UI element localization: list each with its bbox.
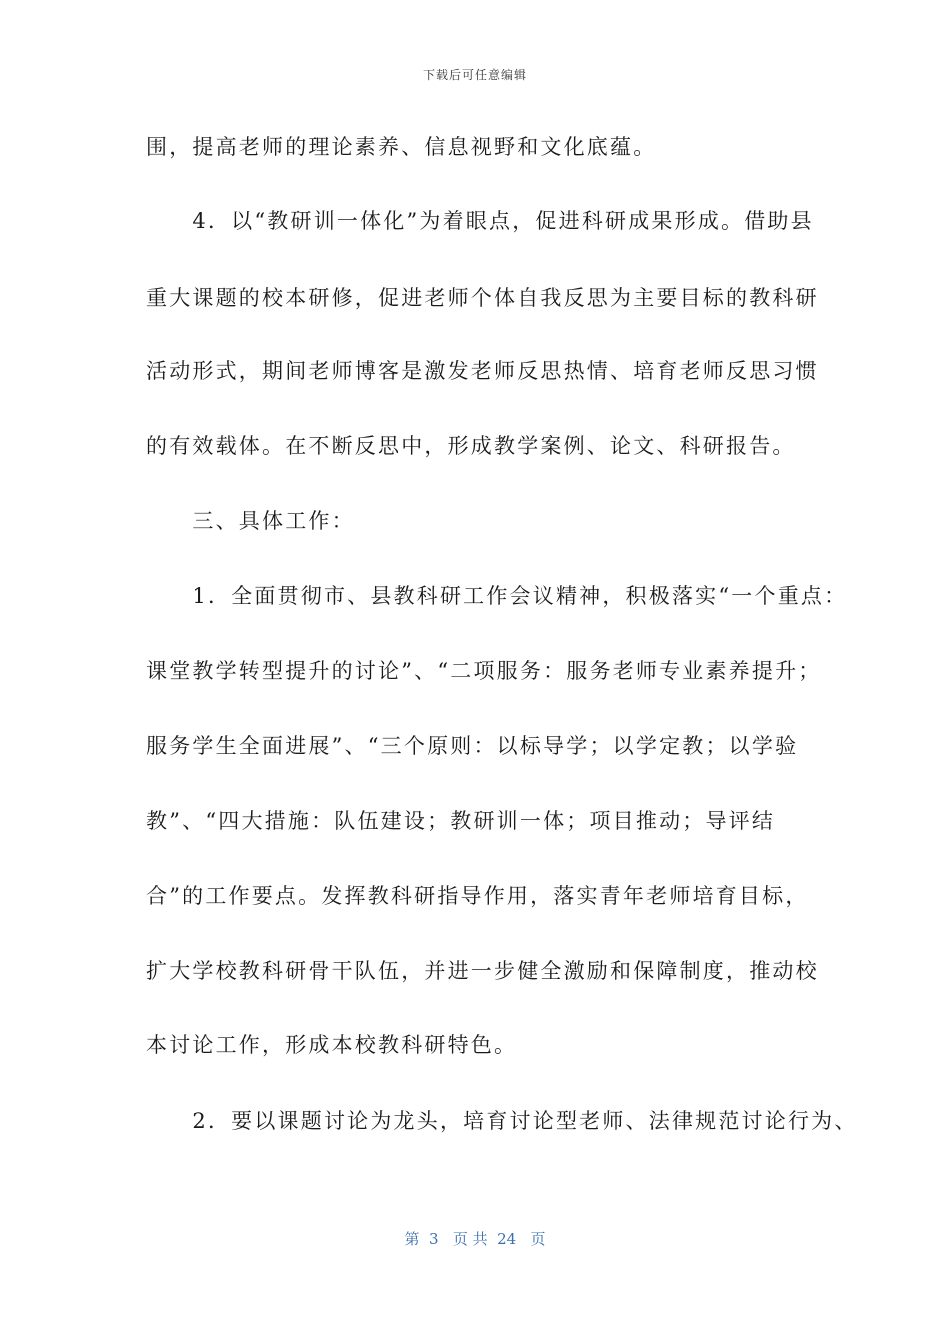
paragraph-line: 活动形式，期间老师博客是激发老师反思热情、培育老师反思习惯 <box>146 359 819 383</box>
paragraph-line: 围，提高老师的理论素养、信息视野和文化底蕴。 <box>146 135 657 159</box>
paragraph-line: 2．要以课题讨论为龙头，培育讨论型老师、法律规范讨论行为、 <box>146 1109 858 1133</box>
paragraph-line: 1．全面贯彻市、县教科研工作会议精神，积极落实“一个重点： <box>146 584 848 608</box>
paragraph-line: 扩大学校教科研骨干队伍，并进一步健全激励和保障制度，推动校 <box>146 959 819 983</box>
paragraph-line: 重大课题的校本研修，促进老师个体自我反思为主要目标的教科研 <box>146 286 819 310</box>
paragraph-line: 4．以“教研训一体化”为着眼点，促进科研成果形成。借助县 <box>146 209 814 233</box>
page-header: 下载后可任意编辑 <box>422 68 527 82</box>
paragraph-line: 课堂教学转型提升的讨论”、“二项服务：服务老师专业素养提升； <box>146 659 822 683</box>
paragraph-line: 本讨论工作，形成本校教科研特色。 <box>146 1033 518 1057</box>
section-heading: 三、具体工作： <box>146 509 355 533</box>
paragraph-line: 教”、“四大措施：队伍建设；教研训一体；项目推动；导评结 <box>146 809 776 833</box>
paragraph-line: 的有效载体。在不断反思中，形成教学案例、论文、科研报告。 <box>146 434 796 458</box>
page-number-footer: 第 3 页 共 24 页 <box>404 1230 546 1248</box>
paragraph-line: 服务学生全面进展”、“三个原则：以标导学；以学定教；以学验 <box>146 734 799 758</box>
paragraph-line: 合”的工作要点。发挥教科研指导作用，落实青年老师培育目标， <box>146 884 809 908</box>
